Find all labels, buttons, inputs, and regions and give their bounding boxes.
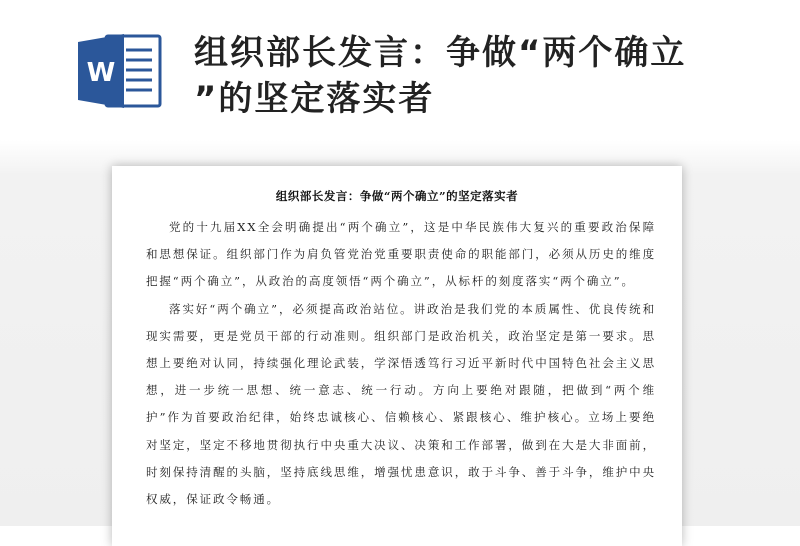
page-title-line-1: 组织部长发言：争做“两个确立 <box>194 33 687 73</box>
header <box>0 0 800 140</box>
word-icon <box>76 32 164 110</box>
document-body <box>146 214 656 513</box>
paragraph-2: 落实好“两个确立”，必须提高政治站位。讲政治是我们党的本质属性、优良传统和现实需要，更是党员干部的行动准则。组织部门是政治机关，政治坚定是第一要求。思想上要绝对认同，持续强化理论武装，学深悟透笃行习近平新时代中国特色社会主义思想，进一步统一思想、统一意志、统一行动。方向上要绝对跟随，把做到“两个维护”作为首要政治纪律，始终忠诚核心、信赖核心、紧跟核心、维护核心。立场上要绝对坚定，坚定不移地贯彻执行中央重大决议、决策和工作部署，做到在大是大非面前，时刻保持清醒的头脑，坚持底线思维，增强忧患意识，敢于斗争、善于斗争，维护中央权威，保证政令畅通。 <box>146 301 656 507</box>
document-title: 组织部长发言：争做“两个确立”的坚定落实者 <box>275 189 519 203</box>
svg-text:W: W <box>86 58 116 88</box>
document-page <box>112 166 682 546</box>
page-title-line-2: ”的坚定落实者 <box>194 79 435 119</box>
paragraph-1: 党的十九届XX全会明确提出“两个确立”，这是中华民族伟大复兴的重要政治保障和思想保证。组织部门作为肩负管党治党重要职责使命的职能部门，必须从历史的维度把握“两个确立”，从政治的高度领悟“两个确立”，从标杆的刻度落实“两个确立”。 <box>146 220 656 289</box>
